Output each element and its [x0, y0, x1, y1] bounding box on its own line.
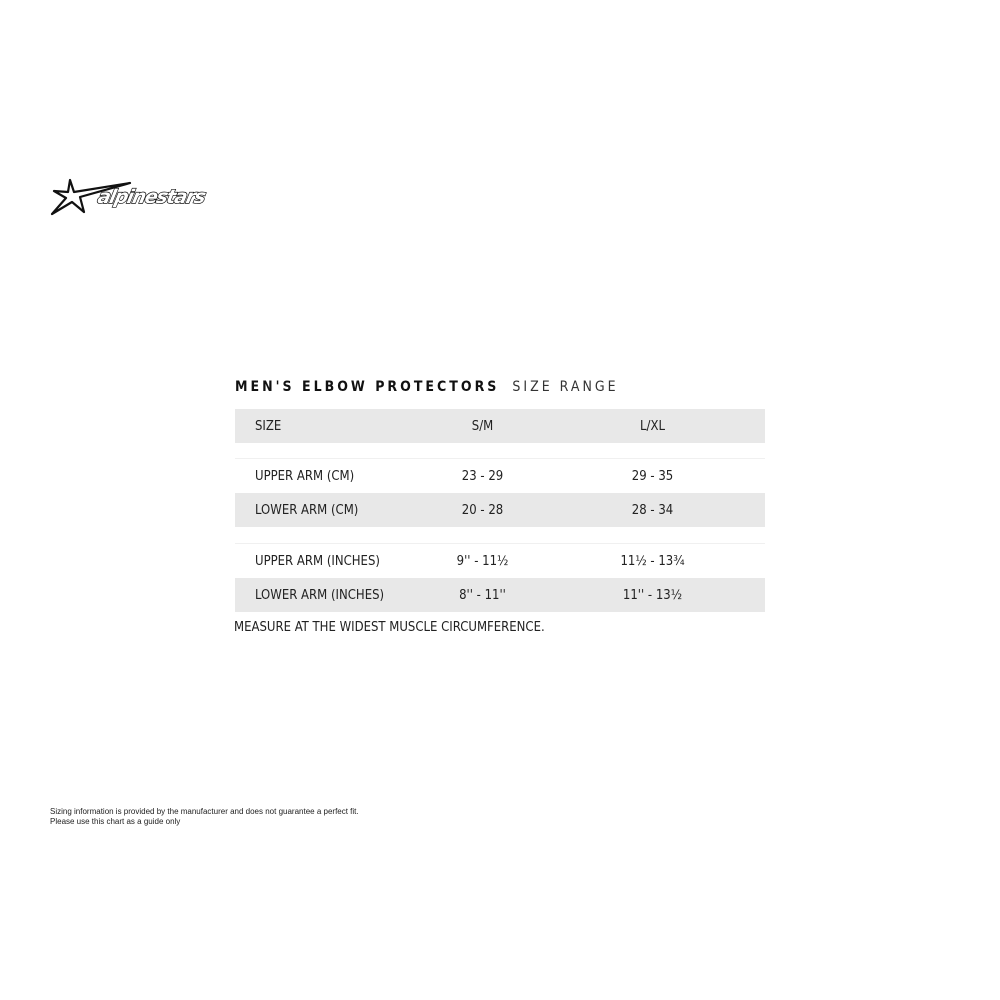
size-header-lxl: L/XL — [640, 418, 665, 434]
chart-title-product: MEN'S ELBOW PROTECTORS — [235, 379, 500, 395]
size-chart — [235, 376, 765, 612]
size-header-label: SIZE — [255, 418, 282, 434]
row-value-sm: 9'' - 11½ — [456, 553, 509, 569]
table-row-upper-arm-inches — [235, 544, 765, 578]
size-header-row — [235, 409, 765, 443]
row-value-sm: 20 - 28 — [461, 502, 504, 518]
row-label: LOWER ARM (INCHES) — [255, 587, 385, 603]
size-header-sm: S/M — [471, 418, 494, 434]
row-value-sm: 23 - 29 — [461, 468, 504, 484]
row-divider — [235, 443, 765, 459]
table-row-upper-arm-cm — [235, 459, 765, 493]
disclaimer-line: Please use this chart as a guide only — [50, 817, 181, 826]
row-divider — [235, 527, 765, 544]
brand-wordmark: alpinestars — [95, 186, 207, 208]
table-row-lower-arm-cm — [235, 493, 765, 527]
chart-title — [235, 376, 765, 398]
chart-title-subtitle: SIZE RANGE — [512, 379, 619, 395]
row-value-lxl: 11½ - 13¾ — [620, 553, 685, 569]
table-row-lower-arm-inches — [235, 578, 765, 612]
row-value-lxl: 29 - 35 — [631, 468, 674, 484]
row-value-lxl: 28 - 34 — [631, 502, 674, 518]
row-label: LOWER ARM (CM) — [255, 502, 359, 518]
brand-logo — [50, 178, 222, 218]
sizing-disclaimer — [50, 807, 359, 827]
row-label: UPPER ARM (CM) — [255, 468, 355, 484]
row-value-sm: 8'' - 11'' — [459, 587, 506, 603]
row-label: UPPER ARM (INCHES) — [255, 553, 380, 569]
disclaimer-line: Sizing information is provided by the manufacturer and does not guarantee a perfect fit. — [50, 807, 359, 816]
measurement-note: MEASURE AT THE WIDEST MUSCLE CIRCUMFERENCE. — [234, 620, 545, 635]
row-value-lxl: 11'' - 13½ — [622, 587, 683, 603]
